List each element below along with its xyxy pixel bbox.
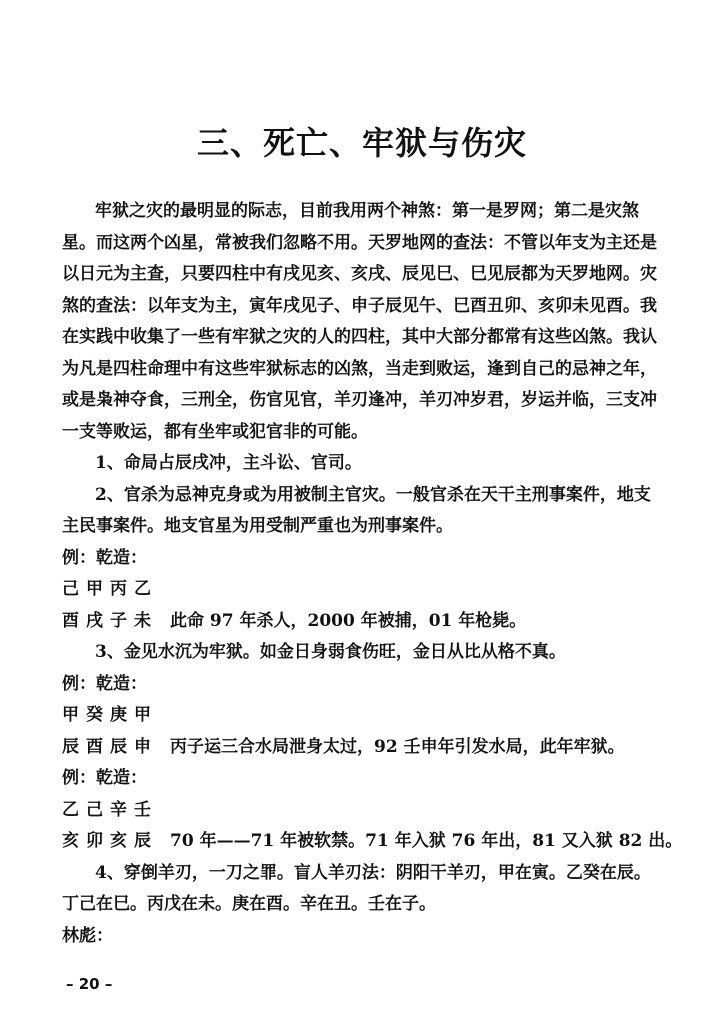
example-2-branches-text: 辰酉辰申 bbox=[62, 736, 158, 757]
example-3-label: 例：乾造： bbox=[62, 768, 147, 788]
example-1-branches bbox=[62, 606, 660, 638]
example-2-label: 例：乾造： bbox=[62, 673, 147, 694]
example-1-stems-text: 己甲丙乙 bbox=[62, 579, 158, 599]
section-title: 三、死亡、牢狱与伤灾 bbox=[196, 124, 527, 162]
example-3-branches bbox=[62, 826, 683, 858]
example-1-note: 此命 97 年杀人，2000 年被捕，01 年枪毙。 bbox=[170, 610, 527, 631]
page-number: – 20 – bbox=[66, 975, 113, 993]
example-2-stems bbox=[62, 700, 660, 732]
example-1-label: 例：乾造： bbox=[62, 547, 147, 568]
point-1: 1、命局占辰戌冲，主斗讼、官司。 bbox=[95, 453, 362, 473]
example-1-branches-text: 酉戌子未 bbox=[62, 610, 158, 631]
body-text bbox=[62, 196, 683, 952]
point-3: 3、金见水沉为牢狱。如金日身弱食伤旺，金日从比从格不真。 bbox=[95, 642, 566, 662]
example-2-stems-text: 甲癸庚甲 bbox=[62, 705, 158, 725]
example-3-note: 70 年——71 年被软禁。71 年入狱 76 年出，81 又入狱 82 出。 bbox=[170, 831, 683, 851]
example-1-stems bbox=[62, 574, 660, 606]
example-3-branches-text: 亥卯亥辰 bbox=[62, 831, 158, 851]
example-2-note: 丙子运三合水局泄身太过，92 壬申年引发水局，此年牢狱。 bbox=[170, 736, 625, 757]
example-3-stems-text: 乙己辛壬 bbox=[62, 799, 158, 820]
point-4: 4、穿倒羊刃，一刀之罪。盲人羊刃法：阴阳干羊刃，甲在寅。乙癸在辰。丁己在巳。丙戊在未。庚在酉。辛在丑。壬在子。 bbox=[62, 862, 651, 914]
example-4-label: 林彪： bbox=[62, 925, 113, 946]
intro-paragraph: 牢狱之灾的最明显的际志，目前我用两个神煞：第一是罗网；第二是灾煞星。而这两个凶星，常被我们忽略不用。天罗地网的查法：不管以年支为主还是以日元为主查，只要四柱中有戌见亥、亥戌、辰见巳、巳见辰都为天罗地网。灾煞的查法：以年支为主，寅年戌见子、申子辰见午、巳酉丑卯、亥卯未见酉。我在实践中收集了一些有牢狱之灾的人的四柱，其中大部分都常有这些凶煞。我认为凡是四柱命理中有这些牢狱标志的凶煞，当走到败运，逢到自己的忌神之年，或是枭神夺食，三刑全，伤官见官，羊刃逢冲，羊刃冲岁君，岁运并临，三支冲一支等败运，都有坐牢或犯官非的可能。 bbox=[62, 201, 657, 442]
example-3-stems bbox=[62, 795, 660, 827]
point-2: 2、官杀为忌神克身或为用被制主官灾。一般官杀在天干主刑事案件，地支主民事案件。地支官星为用受制严重也为刑事案件。 bbox=[62, 484, 651, 536]
example-2-branches bbox=[62, 732, 660, 764]
